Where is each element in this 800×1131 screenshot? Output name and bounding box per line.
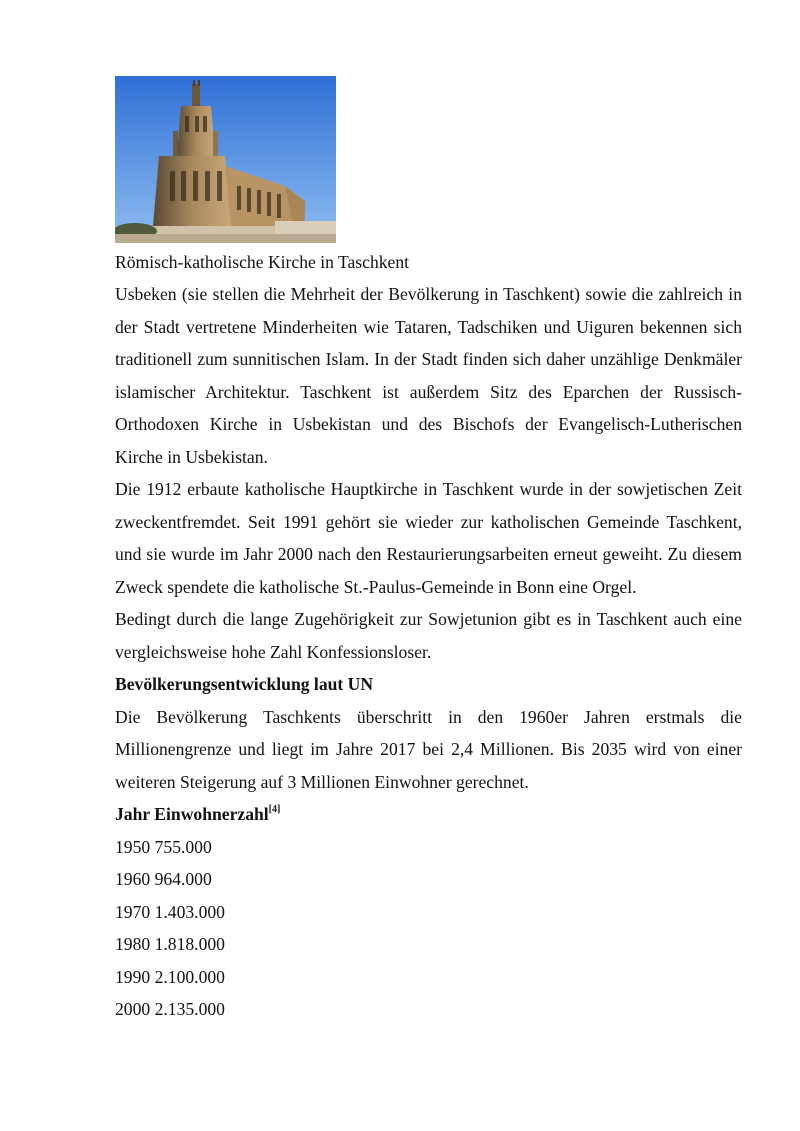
paragraph-catholic-church: Die 1912 erbaute katholische Hauptkirche in Taschkent wurde in der sowjetischen Zeit zweckentfremdet. Seit 1991 gehört sie wieder zur katholischen Gemeinde Taschkent, und sie wurde im Jahr 2000 nach den Restaurierungsarbeiten erneut geweiht. Zu diesem Zweck spendete die katholische St.-Paulus-Gemeinde in Bonn eine Orgel. [115,479,742,597]
row-year: 1970 [115,901,151,922]
table-row [115,863,742,896]
table-row [115,993,742,1026]
row-population: 964.000 [154,869,212,889]
row-year: 1990 [115,966,151,987]
section-heading: Bevölkerungsentwicklung laut UN [115,674,374,694]
header-einwohnerzahl: Einwohnerzahl [154,804,269,824]
paragraph-religion: Usbeken (sie stellen die Mehrheit der Bevölkerung in Taschkent) sowie die zahlreich in der Stadt vertretene Minderheiten wie Tataren, Tadschiken und Uiguren bekennen sich traditionell zum sunnitischen Islam. In der Stadt finden sich daher unzählige Denkmäler islamischer Architektur. Taschkent ist außerdem Sitz des Eparchen der Russisch-Orthodoxen Kirche in Usbekistan und des Bischofs der Evangelisch-Lutherischen Kirche in Usbekistan. [115,284,742,467]
table-row [115,928,742,961]
row-population: 1.403.000 [154,901,225,922]
row-population: 755.000 [154,836,212,857]
table-row [115,831,742,864]
row-year: 1960 [115,869,151,889]
row-year: 1980 [115,934,151,954]
table-row [115,896,742,929]
row-year: 1950 [115,836,151,857]
paragraph-population: Die Bevölkerung Taschkents überschritt in den 1960er Jahren erstmals die Millionengrenze und liegt im Jahre 2017 bei 2,4 Millionen. Bis 2035 wird von einer weiteren Steigerung auf 3 Millionen Einwohner gerechnet. [115,706,742,792]
footnote-reference[interactable]: [4] [268,804,281,816]
paragraph-irreligion: Bedingt durch die lange Zugehörigkeit zur Sowjetunion gibt es in Taschkent auch eine vergleichsweise hohe Zahl Konfessionsloser. [115,609,742,662]
row-year: 2000 [115,999,151,1019]
table-row [115,961,742,994]
document-page [115,76,742,1026]
table-header [115,798,742,831]
church-photo [115,76,336,243]
row-population: 1.818.000 [154,934,225,954]
figure-caption: Römisch-katholische Kirche in Taschkent [115,252,410,272]
header-jahr: Jahr [115,804,150,824]
row-population: 2.100.000 [154,966,225,987]
row-population: 2.135.000 [154,999,225,1019]
